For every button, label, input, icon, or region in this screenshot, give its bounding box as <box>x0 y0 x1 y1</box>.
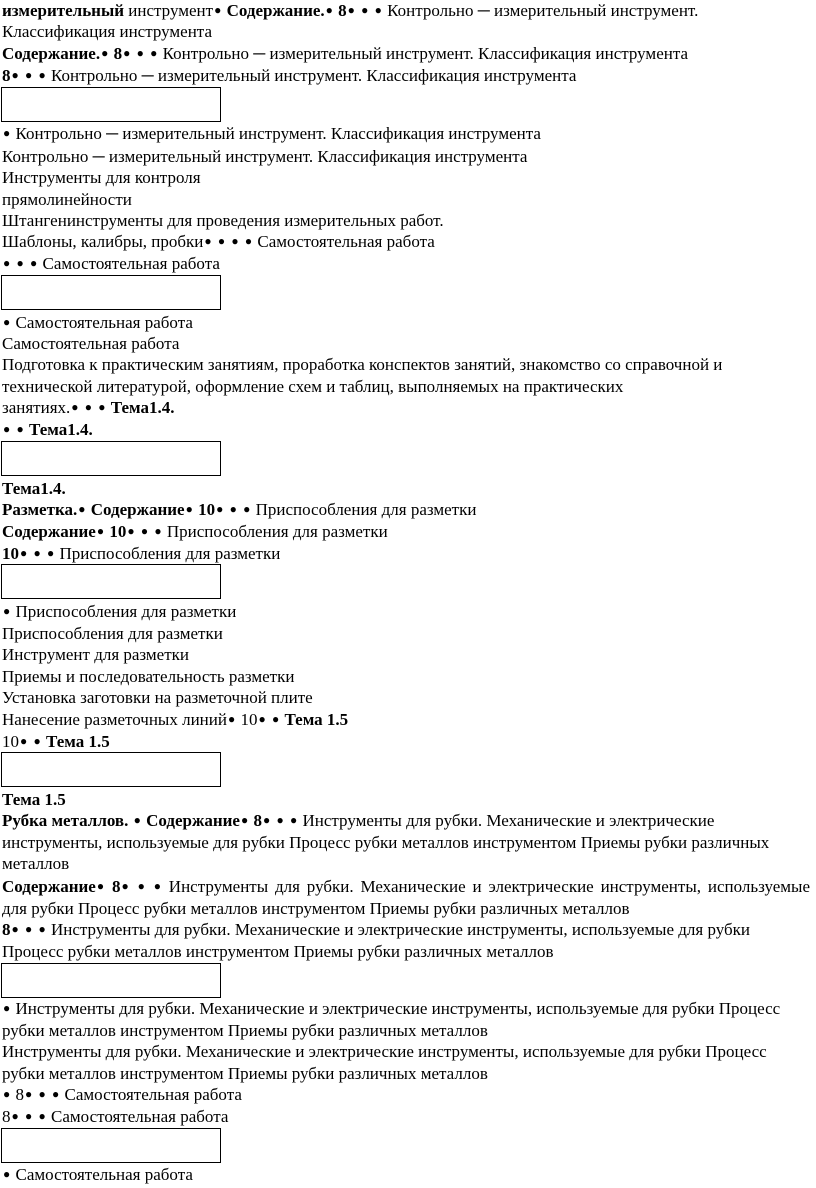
bullet-icon: ● <box>38 68 46 82</box>
bullet-icon: ● <box>347 3 355 17</box>
text-line <box>2 789 66 811</box>
text-run: Приспособления для разметки <box>11 602 237 621</box>
text-run: Инструменты для рубки. Механические и электрические инструменты, используемые для рубки Процесс рубки металлов инструментом Приемы рубки различных металлов <box>2 1042 767 1083</box>
text-line <box>2 354 722 376</box>
text-run: Инструменты для рубки. Механические и электрические инструменты, используемые для рубки Процесс рубки металлов инструментом Приемы рубки различных металлов <box>2 999 781 1040</box>
text-line <box>2 709 348 731</box>
text-run: Контрольно ─ измерительный инструмент. Классификация инструмента <box>46 66 577 85</box>
bullet-icon: ● <box>11 68 19 82</box>
text-run <box>130 877 137 896</box>
text-run: Классификация инструмента <box>2 22 212 41</box>
bullet-icon: ● <box>140 524 149 538</box>
bold-text: 8 <box>105 877 121 896</box>
bullet-icon: ● <box>38 1109 46 1123</box>
bullet-icon: ● <box>231 234 239 248</box>
bold-text: Тема 1.5 <box>280 710 349 729</box>
bullet-icon: ● <box>84 400 93 414</box>
bold-text: Рубка металлов. <box>2 811 133 830</box>
text-line <box>2 1164 193 1186</box>
text-run: Инструменты для рубки. Механические и электрические инструменты, используемые для рубки Процесс рубки металлов инструментом Приемы рубки различных металлов <box>2 877 811 918</box>
bold-text: измерительный <box>2 1 125 20</box>
bullet-icon: ● <box>78 502 86 516</box>
bullet-icon: ● <box>30 256 38 270</box>
bold-text: Тема 1.5 <box>2 790 66 809</box>
text-line <box>2 521 388 543</box>
text-paragraph <box>2 810 810 875</box>
bullet-icon: ● <box>101 46 109 60</box>
text-line <box>2 1084 242 1106</box>
text-run: Установка заготовки на разметочной плите <box>2 688 313 707</box>
bullet-icon: ● <box>96 879 105 893</box>
text-run: Самостоятельная работа <box>253 232 435 251</box>
text-line <box>2 312 193 334</box>
bullet-icon: ● <box>38 1087 46 1101</box>
bullet-icon: ● <box>47 546 55 560</box>
text-paragraph <box>2 1041 810 1084</box>
bullet-icon: ● <box>258 712 266 726</box>
text-run: Приемы и последовательность разметки <box>2 667 295 686</box>
bullet-icon: ● <box>136 46 144 60</box>
text-run: Контрольно ─ измерительный инструмент. Классификация инструмента <box>2 147 528 166</box>
text-run: занятиях. <box>2 398 71 417</box>
empty-frame <box>1 1128 221 1163</box>
bold-text: Тема1.4. <box>24 420 93 439</box>
text-line <box>2 210 444 232</box>
bold-text: Содержание. <box>222 1 325 20</box>
bullet-icon: ● <box>185 502 193 516</box>
bold-text: Содержание <box>141 811 240 830</box>
text-run: Контрольно ─ измерительный инструмент. Классификация инструмента <box>158 44 689 63</box>
bullet-icon: ● <box>271 712 280 726</box>
bullet-icon: ● <box>3 604 11 618</box>
bold-text: 10 <box>193 500 216 519</box>
text-run: Самостоятельная работа <box>60 1085 242 1104</box>
bullet-icon: ● <box>216 502 224 516</box>
bold-text: 8 <box>333 1 347 20</box>
text-line <box>2 499 476 521</box>
text-run: Приспособления для разметки <box>251 500 477 519</box>
empty-frame <box>1 752 221 787</box>
bullet-icon: ● <box>25 1087 33 1101</box>
bullet-icon: ● <box>25 68 33 82</box>
bullet-icon: ● <box>16 256 24 270</box>
bullet-icon: ● <box>153 879 161 893</box>
text-line <box>2 167 201 189</box>
bullet-icon: ● <box>33 734 41 748</box>
bold-text: 8 <box>249 811 262 830</box>
bullet-icon: ● <box>240 813 249 827</box>
bold-text: Тема1.4. <box>106 398 175 417</box>
bullet-icon: ● <box>98 400 106 414</box>
bullet-icon: ● <box>227 712 236 726</box>
text-line <box>2 478 66 500</box>
text-line <box>2 1106 228 1128</box>
bullet-icon: ● <box>289 813 298 827</box>
text-line <box>2 189 132 211</box>
bold-text: Содержание <box>2 522 96 541</box>
bold-text: Содержание <box>2 877 96 896</box>
text-line <box>2 543 280 565</box>
text-run: Самостоятельная работа <box>46 1107 229 1126</box>
text-line <box>2 687 313 709</box>
text-run: Нанесение разметочных линий <box>2 710 227 729</box>
bullet-icon: ● <box>33 546 41 560</box>
text-run: прямолинейности <box>2 190 132 209</box>
bold-text: Тема 1.5 <box>41 732 110 751</box>
text-line <box>2 146 527 168</box>
bold-text: 10 <box>2 544 19 563</box>
bullet-icon: ● <box>3 1167 11 1181</box>
bullet-icon: ● <box>262 813 271 827</box>
text-run: Самостоятельная работа <box>38 254 220 273</box>
text-line <box>2 666 294 688</box>
bullet-icon: ● <box>276 813 284 827</box>
empty-frame <box>1 963 221 998</box>
text-paragraph <box>2 876 810 919</box>
text-run: Приспособления для разметки <box>2 624 223 643</box>
bullet-icon: ● <box>71 400 79 414</box>
text-run: Самостоятельная работа <box>2 334 180 353</box>
text-run: Приспособления для разметки <box>55 544 281 563</box>
bullet-icon: ● <box>127 524 135 538</box>
text-line <box>2 21 212 43</box>
bullet-icon: ● <box>361 3 369 17</box>
text-line <box>2 333 179 355</box>
text-line <box>2 376 623 398</box>
empty-frame <box>1 564 221 599</box>
bullet-icon: ● <box>3 1001 11 1015</box>
bullet-icon: ● <box>20 546 28 560</box>
bold-text: Тема1.4. <box>2 479 66 498</box>
text-run: Инструмент для разметки <box>2 645 189 664</box>
bold-text: 8 <box>2 920 11 939</box>
text-run: Контрольно ─ измерительный инструмент. <box>382 1 699 20</box>
bullet-icon: ● <box>11 1109 19 1123</box>
bullet-icon: ● <box>325 3 333 17</box>
text-run: Инструменты для рубки. Механические и электрические инструменты, используемые для рубки Процесс рубки металлов инструментом Приемы рубки различных металлов <box>2 920 751 961</box>
text-run: Самостоятельная работа <box>11 1165 193 1184</box>
bullet-icon: ● <box>229 502 237 516</box>
bullet-icon: ● <box>244 234 253 248</box>
text-run: 10 <box>236 710 258 729</box>
empty-frame <box>1 441 221 476</box>
text-run: Инструменты для рубки. Механические и электрические инструменты, используемые для рубки Процесс рубки металлов инструментом Приемы рубки различных металлов <box>2 811 770 873</box>
text-line <box>2 123 541 145</box>
bold-text: Содержание <box>86 500 185 519</box>
bold-text: 8 <box>109 44 123 63</box>
bullet-icon: ● <box>3 315 11 329</box>
text-run: 8 <box>11 1085 24 1104</box>
bullet-icon: ● <box>52 1087 60 1101</box>
text-run: Штангенинструменты для проведения измерительных работ. <box>2 211 444 230</box>
bold-text: 10 <box>105 522 127 541</box>
text-line <box>2 0 698 22</box>
text-run: технической литературой, оформление схем и таблиц, выполняемых на практических <box>2 377 624 396</box>
bullet-icon: ● <box>133 813 141 827</box>
text-run: инструмент <box>124 1 214 20</box>
bullet-icon: ● <box>121 879 129 893</box>
text-line <box>2 419 93 441</box>
bold-text: 8 <box>2 66 11 85</box>
bold-text: Разметка. <box>2 500 78 519</box>
text-line <box>2 253 220 275</box>
bullet-icon: ● <box>16 422 24 436</box>
text-run: Приспособления для разметки <box>162 522 388 541</box>
text-line <box>2 644 189 666</box>
text-run: Подготовка к практическим занятиям, проработка конспектов занятий, знакомство со справочной и <box>2 355 723 374</box>
bullet-icon: ● <box>137 879 145 893</box>
text-run: Шаблоны, калибры, пробки <box>2 232 204 251</box>
text-line <box>2 623 223 645</box>
bullet-icon: ● <box>3 126 11 140</box>
bullet-icon: ● <box>20 734 28 748</box>
bullet-icon: ● <box>38 922 46 936</box>
bullet-icon: ● <box>243 502 251 516</box>
bullet-icon: ● <box>25 1109 33 1123</box>
bullet-icon: ● <box>374 3 382 17</box>
text-line <box>2 65 576 87</box>
bullet-icon: ● <box>150 46 158 60</box>
text-line <box>2 397 174 419</box>
text-line <box>2 601 236 623</box>
bullet-icon: ● <box>204 234 212 248</box>
bullet-icon: ● <box>25 922 33 936</box>
text-line <box>2 43 688 65</box>
bullet-icon: ● <box>3 1087 11 1101</box>
bullet-icon: ● <box>11 922 19 936</box>
bullet-icon: ● <box>123 46 131 60</box>
text-run <box>146 877 153 896</box>
text-line <box>2 231 435 253</box>
bold-text: Содержание. <box>2 44 101 63</box>
text-paragraph <box>2 919 810 962</box>
text-paragraph <box>2 998 810 1041</box>
text-run: Контрольно ─ измерительный инструмент. Классификация инструмента <box>11 124 541 143</box>
empty-frame <box>1 87 221 122</box>
text-run: 10 <box>2 732 19 751</box>
bullet-icon: ● <box>154 524 162 538</box>
text-run: 8 <box>2 1107 11 1126</box>
bullet-icon: ● <box>3 256 11 270</box>
bullet-icon: ● <box>217 234 226 248</box>
text-run: Самостоятельная работа <box>11 313 193 332</box>
bullet-icon: ● <box>214 3 222 17</box>
empty-frame <box>1 275 221 310</box>
text-line <box>2 731 110 753</box>
text-run: Инструменты для контроля <box>2 168 201 187</box>
bullet-icon: ● <box>3 422 11 436</box>
bullet-icon: ● <box>96 524 105 538</box>
